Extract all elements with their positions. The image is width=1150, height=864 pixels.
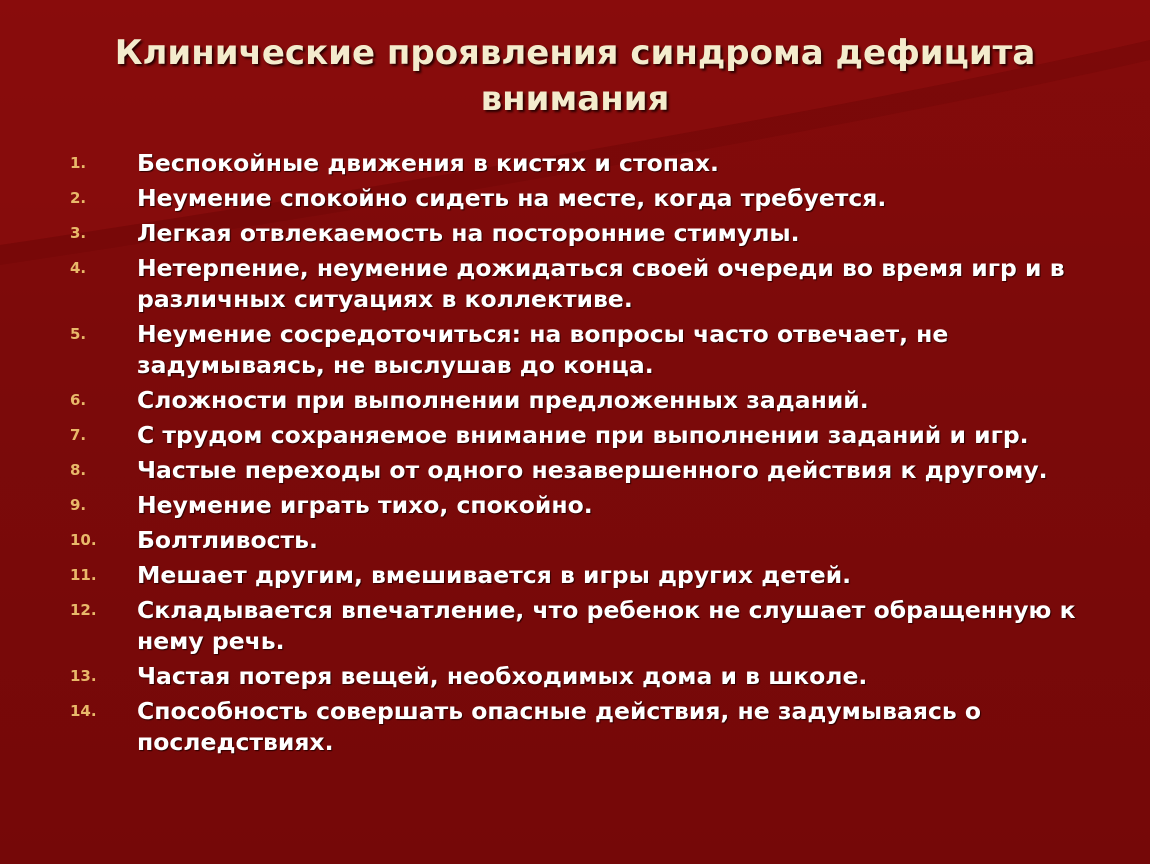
list-item-number: 4. (70, 259, 87, 277)
list-item (0, 523, 1150, 558)
list-item-number: 12. (70, 601, 97, 619)
list-item (0, 216, 1150, 251)
list-item-text: Сложности при выполнении предложенных заданий. (137, 386, 869, 414)
list-item-number: 3. (70, 224, 87, 242)
list-item-text: Нетерпение, неумение дожидаться своей очереди во время игр и в различных ситуациях в коллективе. (137, 254, 1065, 313)
list-item (0, 453, 1150, 488)
list-item-text: Неумение сосредоточиться: на вопросы часто отвечает, не задумываясь, не выслушав до конца. (137, 320, 949, 379)
list-item (0, 659, 1150, 694)
list-item-number: 10. (70, 531, 97, 549)
list-item (0, 251, 1150, 317)
list-item-number: 8. (70, 461, 87, 479)
list-item-number: 2. (70, 189, 87, 207)
list-item-text: Неумение играть тихо, спокойно. (137, 491, 593, 519)
list-item (0, 418, 1150, 453)
list-item-number: 9. (70, 496, 87, 514)
list-item-number: 13. (70, 667, 97, 685)
list-item-number: 5. (70, 325, 87, 343)
list-item-number: 1. (70, 154, 87, 172)
list-item-text: Частая потеря вещей, необходимых дома и в школе. (137, 662, 868, 690)
list-item-text: Легкая отвлекаемость на посторонние стимулы. (137, 219, 800, 247)
list-item (0, 383, 1150, 418)
list-item-number: 6. (70, 391, 87, 409)
list-item-text: Складывается впечатление, что ребенок не слушает обращенную к нему речь. (137, 596, 1076, 655)
list-item (0, 593, 1150, 659)
list-item (0, 694, 1150, 760)
list-item (0, 558, 1150, 593)
slide-title: Клинические проявления синдрома дефицита внимания (114, 33, 1036, 119)
symptom-list (0, 146, 1150, 760)
list-item-text: Частые переходы от одного незавершенного действия к другому. (137, 456, 1048, 484)
list-item-text: Беспокойные движения в кистях и стопах. (137, 149, 719, 177)
list-item-text: Способность совершать опасные действия, не задумываясь о последствиях. (137, 697, 982, 756)
list-item-text: Мешает другим, вмешивается в игры других детей. (137, 561, 852, 589)
list-item-text: Болтливость. (137, 526, 318, 554)
list-item (0, 146, 1150, 181)
list-item-number: 11. (70, 566, 97, 584)
list-item (0, 488, 1150, 523)
list-item-number: 14. (70, 702, 97, 720)
list-item-number: 7. (70, 426, 87, 444)
list-item (0, 317, 1150, 383)
list-item-text: Неумение спокойно сидеть на месте, когда требуется. (137, 184, 887, 212)
list-item (0, 181, 1150, 216)
list-item-text: С трудом сохраняемое внимание при выполнении заданий и игр. (137, 421, 1029, 449)
